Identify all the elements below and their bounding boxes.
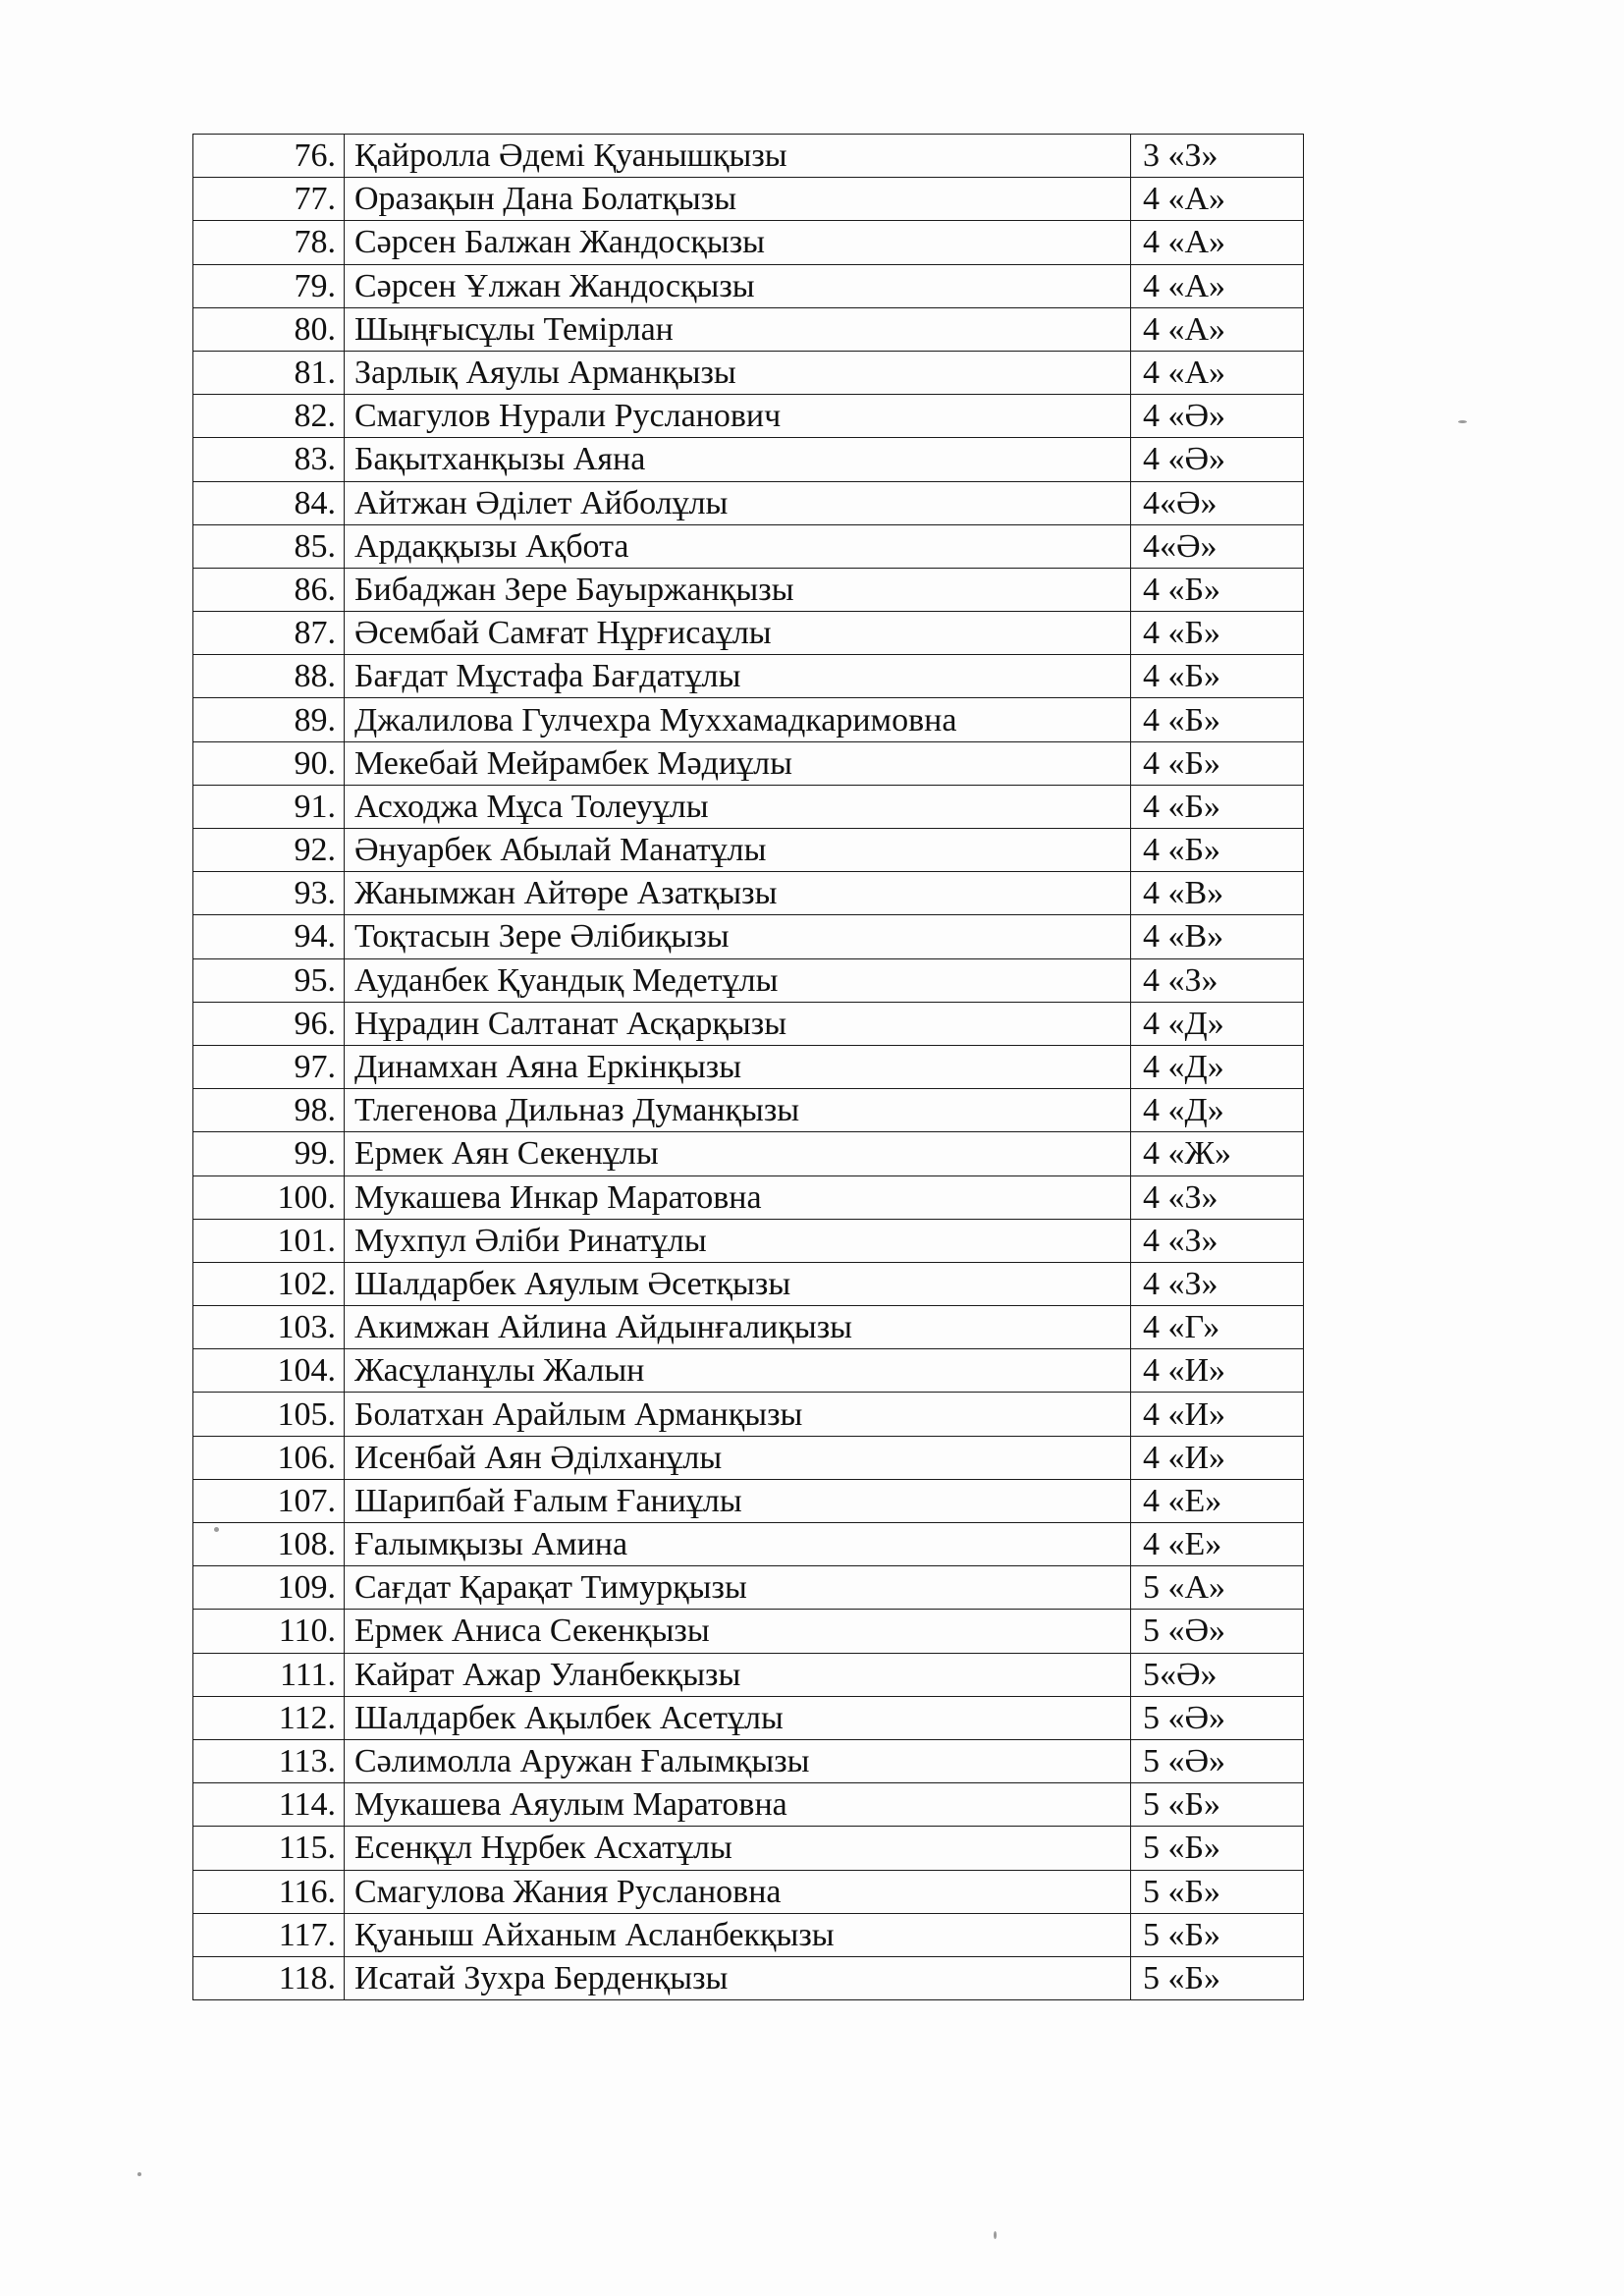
row-number: 108. [193, 1523, 345, 1566]
row-number: 92. [193, 829, 345, 872]
table-row [193, 1739, 1304, 1782]
table-row [193, 698, 1304, 741]
table-row [193, 568, 1304, 611]
student-class: 4 «Б» [1131, 568, 1304, 611]
student-class: 4 «А» [1131, 221, 1304, 264]
row-number: 109. [193, 1566, 345, 1610]
row-number: 110. [193, 1610, 345, 1653]
student-name: Ардаққызы Ақбота [345, 524, 1131, 568]
table-row [193, 178, 1304, 221]
table-row [193, 829, 1304, 872]
row-number: 88. [193, 655, 345, 698]
table-row [193, 395, 1304, 438]
student-name: Жанымжан Айтөре Азатқызы [345, 872, 1131, 915]
row-number: 101. [193, 1219, 345, 1262]
student-class: 5 «Б» [1131, 1783, 1304, 1827]
row-number: 113. [193, 1739, 345, 1782]
student-name: Мукашева Аяулым Маратовна [345, 1783, 1131, 1827]
student-class: 4 «Ә» [1131, 395, 1304, 438]
student-name: Қайролла Әдемі Қуанышқызы [345, 135, 1131, 178]
student-name: Джалилова Гулчехра Муххамадкаримовна [345, 698, 1131, 741]
student-class: 4 «Б» [1131, 829, 1304, 872]
scan-speck [137, 2172, 141, 2176]
student-class: 5 «Б» [1131, 1913, 1304, 1956]
student-name: Тоқтасын Зере Әлібиқызы [345, 915, 1131, 958]
student-class: 5«Ә» [1131, 1653, 1304, 1696]
student-class: 4«Ә» [1131, 524, 1304, 568]
student-name: Шыңғысұлы Темірлан [345, 307, 1131, 351]
table-row [193, 1306, 1304, 1349]
student-class: 4 «Д» [1131, 1002, 1304, 1045]
student-name: Шалдарбек Аяулым Әсетқызы [345, 1262, 1131, 1305]
student-class: 4 «И» [1131, 1349, 1304, 1393]
student-name: Бағдат Мұстафа Бағдатұлы [345, 655, 1131, 698]
row-number: 117. [193, 1913, 345, 1956]
table-row [193, 655, 1304, 698]
table-row [193, 915, 1304, 958]
student-class: 4 «В» [1131, 872, 1304, 915]
table-row [193, 1089, 1304, 1132]
student-class: 5 «Ә» [1131, 1739, 1304, 1782]
row-number: 104. [193, 1349, 345, 1393]
student-name: Мекебай Мейрамбек Мәдиұлы [345, 741, 1131, 785]
student-name: Шарипбай Ғалым Ғаниұлы [345, 1479, 1131, 1522]
row-number: 114. [193, 1783, 345, 1827]
scan-speck [1458, 420, 1467, 423]
row-number: 80. [193, 307, 345, 351]
row-number: 77. [193, 178, 345, 221]
table-row [193, 1349, 1304, 1393]
row-number: 83. [193, 438, 345, 481]
student-name: Жасұланұлы Жалын [345, 1349, 1131, 1393]
student-class: 4 «Б» [1131, 785, 1304, 828]
row-number: 89. [193, 698, 345, 741]
row-number: 95. [193, 958, 345, 1002]
student-name: Смагулова Жания Руслановна [345, 1870, 1131, 1913]
student-name: Бибаджан Зере Бауыржанқызы [345, 568, 1131, 611]
row-number: 105. [193, 1393, 345, 1436]
student-class: 4 «Б» [1131, 741, 1304, 785]
student-class: 4 «А» [1131, 351, 1304, 394]
student-class: 4 «Б» [1131, 612, 1304, 655]
table-row [193, 1653, 1304, 1696]
row-number: 102. [193, 1262, 345, 1305]
table-row [193, 612, 1304, 655]
table-row [193, 1566, 1304, 1610]
row-number: 86. [193, 568, 345, 611]
student-class: 4 «З» [1131, 1262, 1304, 1305]
row-number: 93. [193, 872, 345, 915]
student-class: 4 «З» [1131, 1219, 1304, 1262]
table-row [193, 1956, 1304, 1999]
table-row [193, 785, 1304, 828]
row-number: 81. [193, 351, 345, 394]
table-row [193, 1002, 1304, 1045]
table-row [193, 221, 1304, 264]
student-name: Динамхан Аяна Еркінқызы [345, 1045, 1131, 1088]
table-row [193, 1045, 1304, 1088]
student-class: 4 «Ж» [1131, 1132, 1304, 1175]
table-row [193, 1523, 1304, 1566]
student-name: Болатхан Арайлым Арманқызы [345, 1393, 1131, 1436]
table-row [193, 1175, 1304, 1219]
row-number: 76. [193, 135, 345, 178]
student-name: Мухпул Әліби Ринатұлы [345, 1219, 1131, 1262]
student-class: 4 «Е» [1131, 1479, 1304, 1522]
table-row [193, 872, 1304, 915]
row-number: 118. [193, 1956, 345, 1999]
row-number: 112. [193, 1696, 345, 1739]
row-number: 84. [193, 481, 345, 524]
student-name: Зарлық Аяулы Арманқызы [345, 351, 1131, 394]
table-row [193, 135, 1304, 178]
table-row [193, 1783, 1304, 1827]
student-class: 4 «З» [1131, 1175, 1304, 1219]
student-name: Сәрсен Ұлжан Жандосқызы [345, 264, 1131, 307]
student-class: 4 «А» [1131, 307, 1304, 351]
student-class: 5 «Б» [1131, 1827, 1304, 1870]
student-class: 3 «З» [1131, 135, 1304, 178]
row-number: 78. [193, 221, 345, 264]
student-name: Оразақын Дана Болатқызы [345, 178, 1131, 221]
student-class: 4 «В» [1131, 915, 1304, 958]
student-class: 4 «И» [1131, 1393, 1304, 1436]
student-class: 4«Ә» [1131, 481, 1304, 524]
row-number: 94. [193, 915, 345, 958]
student-name: Сәрсен Балжан Жандосқызы [345, 221, 1131, 264]
student-name: Әнуарбек Абылай Манатұлы [345, 829, 1131, 872]
student-class: 4 «Б» [1131, 655, 1304, 698]
table-row [193, 1913, 1304, 1956]
table-row [193, 958, 1304, 1002]
student-class: 4 «З» [1131, 958, 1304, 1002]
table-row [193, 1827, 1304, 1870]
student-class: 4 «Д» [1131, 1045, 1304, 1088]
student-class: 4 «Д» [1131, 1089, 1304, 1132]
row-number: 85. [193, 524, 345, 568]
student-class: 5 «Ә» [1131, 1610, 1304, 1653]
table-row [193, 1219, 1304, 1262]
table-row [193, 1132, 1304, 1175]
row-number: 82. [193, 395, 345, 438]
row-number: 79. [193, 264, 345, 307]
student-class: 5 «А» [1131, 1566, 1304, 1610]
row-number: 106. [193, 1436, 345, 1479]
row-number: 98. [193, 1089, 345, 1132]
table-row [193, 1262, 1304, 1305]
student-class: 4 «А» [1131, 264, 1304, 307]
student-list-table [192, 134, 1304, 2000]
student-name: Ауданбек Қуандық Медетұлы [345, 958, 1131, 1002]
student-class: 5 «Б» [1131, 1870, 1304, 1913]
student-name: Смагулов Нурали Русланович [345, 395, 1131, 438]
table-row [193, 1436, 1304, 1479]
student-name: Әсембай Самғат Нұрғисаұлы [345, 612, 1131, 655]
student-name: Асходжа Мұса Толеуұлы [345, 785, 1131, 828]
student-list-body [193, 135, 1304, 2000]
student-class: 4 «Г» [1131, 1306, 1304, 1349]
table-row [193, 264, 1304, 307]
row-number: 97. [193, 1045, 345, 1088]
student-name: Ермек Аян Секенұлы [345, 1132, 1131, 1175]
table-row [193, 307, 1304, 351]
student-name: Айтжан Әділет Айболұлы [345, 481, 1131, 524]
row-number: 87. [193, 612, 345, 655]
student-name: Бақытханқызы Аяна [345, 438, 1131, 481]
student-name: Исатай Зухра Берденқызы [345, 1956, 1131, 1999]
row-number: 100. [193, 1175, 345, 1219]
student-name: Сағдат Қарақат Тимурқызы [345, 1566, 1131, 1610]
student-class: 4 «Ә» [1131, 438, 1304, 481]
student-name: Исенбай Аян Әділханұлы [345, 1436, 1131, 1479]
row-number: 103. [193, 1306, 345, 1349]
student-class: 4 «И» [1131, 1436, 1304, 1479]
row-number: 107. [193, 1479, 345, 1522]
student-class: 4 «А» [1131, 178, 1304, 221]
scan-speck [994, 2231, 997, 2239]
row-number: 116. [193, 1870, 345, 1913]
table-row [193, 481, 1304, 524]
student-name: Шалдарбек Ақылбек Асетұлы [345, 1696, 1131, 1739]
table-row [193, 1870, 1304, 1913]
student-name: Ермек Аниса Секенқызы [345, 1610, 1131, 1653]
student-class: 4 «Е» [1131, 1523, 1304, 1566]
student-name: Акимжан Айлина Айдынғалиқызы [345, 1306, 1131, 1349]
table-row [193, 1610, 1304, 1653]
table-row [193, 1696, 1304, 1739]
student-name: Қуаныш Айханым Асланбекқызы [345, 1913, 1131, 1956]
student-name: Есенқұл Нұрбек Асхатұлы [345, 1827, 1131, 1870]
table-row [193, 438, 1304, 481]
student-name: Кайрат Ажар Уланбекқызы [345, 1653, 1131, 1696]
row-number: 99. [193, 1132, 345, 1175]
student-name: Сәлимолла Аружан Ғалымқызы [345, 1739, 1131, 1782]
table-row [193, 524, 1304, 568]
student-class: 4 «Б» [1131, 698, 1304, 741]
table-row [193, 351, 1304, 394]
table-row [193, 1479, 1304, 1522]
student-class: 5 «Ә» [1131, 1696, 1304, 1739]
student-class: 5 «Б» [1131, 1956, 1304, 1999]
row-number: 115. [193, 1827, 345, 1870]
row-number: 91. [193, 785, 345, 828]
row-number: 90. [193, 741, 345, 785]
student-name: Ғалымқызы Амина [345, 1523, 1131, 1566]
student-name: Нұрадин Салтанат Асқарқызы [345, 1002, 1131, 1045]
row-number: 111. [193, 1653, 345, 1696]
student-name: Мукашева Инкар Маратовна [345, 1175, 1131, 1219]
table-row [193, 1393, 1304, 1436]
row-number: 96. [193, 1002, 345, 1045]
table-row [193, 741, 1304, 785]
student-name: Тлегенова Дильназ Думанқызы [345, 1089, 1131, 1132]
